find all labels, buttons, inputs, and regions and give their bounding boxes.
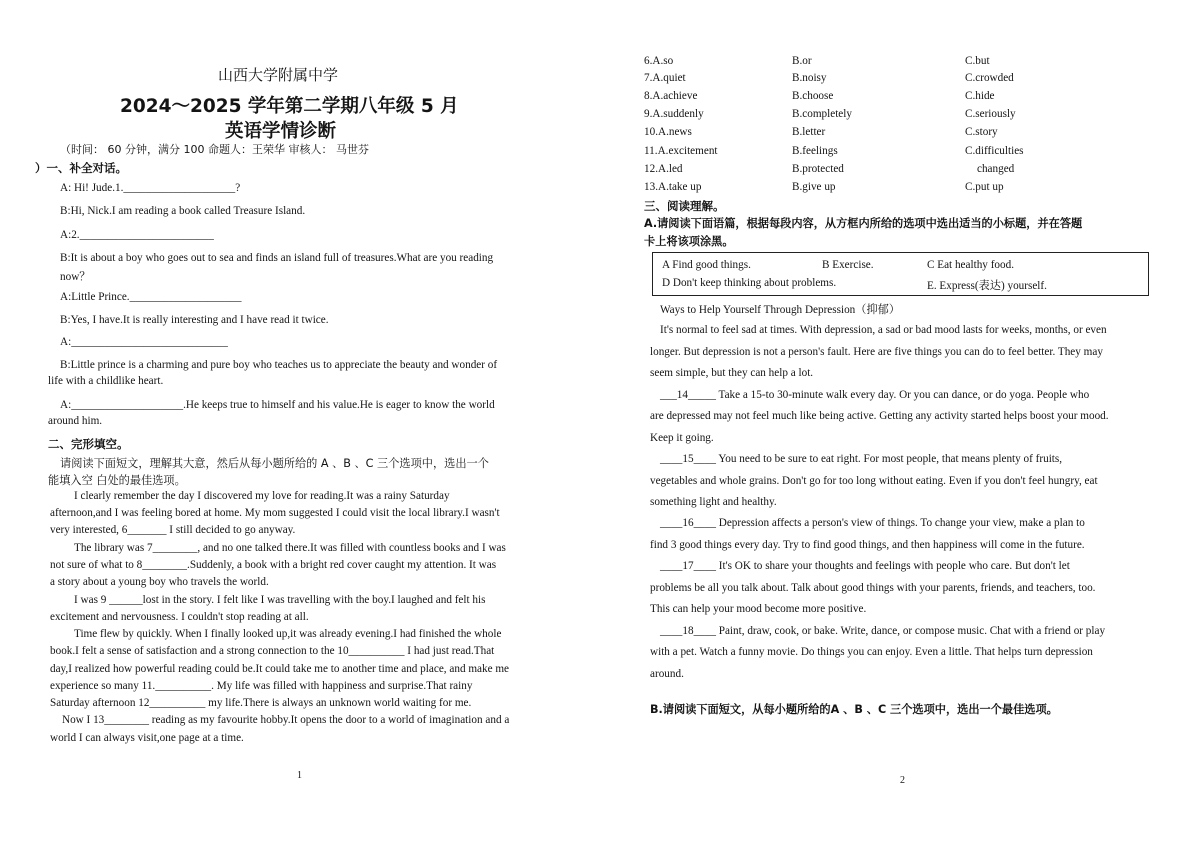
dialogue-line: A:2.________________________ — [60, 229, 214, 241]
passage-line: book.I felt a sense of satisfaction and a strong connection to the 10__________ I had just read.That — [50, 645, 495, 657]
option-c: C.hide — [965, 90, 995, 102]
option-b: B.noisy — [792, 72, 827, 84]
part-a-instruction: A.请阅读下面语篇，根据每段内容，从方框内所给的选项中选出适当的小标题，并在答题 — [644, 217, 1083, 230]
dialogue-line: B:Yes, I have.It is really interesting and I have read it twice. — [60, 314, 329, 326]
option-b: B.choose — [792, 90, 834, 102]
passage-line: very interested, 6_______ I still decided to go anyway. — [50, 524, 296, 536]
option-b: B.completely — [792, 108, 852, 120]
reading-line: seem simple, but they can help a lot. — [650, 367, 814, 379]
reading-line: ____15____ You need to be sure to eat right. For most people, that means plenty of fruits, — [660, 453, 1063, 465]
reading-line: find 3 good things every day. Try to find good things, and then happiness will come in the future. — [650, 539, 1085, 551]
dialogue-line: A:____________________________ — [60, 336, 228, 348]
reading-line: Keep it going. — [650, 432, 714, 444]
reading-line: ____17____ It's OK to share your thoughts and feelings with people who care. But don't let — [660, 560, 1070, 572]
page-number: 1 — [297, 770, 302, 781]
heading-option-d: D Don't keep thinking about problems. — [662, 277, 837, 289]
option-c: C.put up — [965, 181, 1004, 193]
option-c: C.seriously — [965, 108, 1016, 120]
exam-title: 2024～2025 学年第二学期八年级 5 月 — [120, 96, 459, 117]
option-a: 13.A.take up — [644, 181, 702, 193]
option-a: 10.A.news — [644, 126, 692, 138]
section-3-title: 三、阅读理解。 — [644, 199, 725, 213]
option-b: B.letter — [792, 126, 826, 138]
passage-line: I was 9 ______lost in the story. I felt like I was travelling with the boy.I laughed and felt his — [74, 594, 486, 606]
dialogue-line: life with a childlike heart. — [48, 375, 164, 387]
exam-meta: （时间： 60 分钟，满分 100 命题人：王荣华 审核人： 马世芬 — [60, 143, 369, 156]
section-1-title: ）一、补全对话。 — [35, 161, 127, 175]
passage-line: Time flew by quickly. When I finally looked up,it was already evening.I had finished the whole — [74, 628, 502, 640]
option-c: changed — [977, 163, 1015, 175]
option-b: B.protected — [792, 163, 844, 175]
heading-option-b: B Exercise. — [822, 259, 874, 271]
dialogue-line: A:Little Prince.____________________ — [60, 291, 242, 303]
part-b-instruction: B.请阅读下面短文，从每小题所给的A 、B 、C 三个选项中，选出一个最佳选项。 — [650, 703, 1058, 716]
reading-line: are depressed may not feel much like being active. Getting any activity started helps boost your mood. — [650, 410, 1109, 422]
option-a: 9.A.suddenly — [644, 108, 704, 120]
part-a-instruction: 卡上将该项涂黑。 — [644, 235, 734, 248]
passage-line: experience so many 11.__________. My life was filled with happiness and surprise.That rainy — [50, 680, 473, 692]
dialogue-line: A: Hi! Jude.1.____________________? — [60, 182, 241, 194]
option-a: 11.A.excitement — [644, 145, 718, 157]
option-a: 7.A.quiet — [644, 72, 686, 84]
passage-line: I clearly remember the day I discovered my love for reading.It was a rainy Saturday — [74, 490, 450, 502]
passage-line: not sure of what to 8________.Suddenly, a book with a bright red cover caught my attention. It was — [50, 559, 497, 571]
option-a: 12.A.led — [644, 163, 683, 175]
heading-option-e: E. Express(表达) yourself. — [927, 280, 1047, 292]
dialogue-line: A:____________________.He keeps true to himself and his value.He is eager to know the world — [60, 399, 495, 411]
school-name: 山西大学附属中学 — [218, 66, 339, 84]
option-a: 6.A.so — [644, 55, 674, 67]
option-c: C.but — [965, 55, 990, 67]
option-b: B.or — [792, 55, 812, 67]
passage-line: afternoon,and I was feeling bored at home. My mom suggested I could visit the local library.I wasn't — [50, 507, 500, 519]
reading-line: vegetables and whole grains. Don't go for too long without eating. Even if you don't feel hungry, eat — [650, 475, 1098, 487]
dialogue-line: around him. — [48, 415, 103, 427]
page-number: 2 — [900, 775, 905, 786]
passage-line: Now I 13________ reading as my favourite hobby.It opens the door to a world of imagination and a — [62, 714, 510, 726]
dialogue-line: B:Hi, Nick.I am reading a book called Treasure Island. — [60, 205, 306, 217]
reading-line: ____18____ Paint, draw, cook, or bake. Write, dance, or compose music. Chat with a friend or play — [660, 625, 1106, 637]
heading-option-a: A Find good things. — [662, 259, 751, 271]
exam-subtitle: 英语学情诊断 — [225, 121, 337, 142]
section-2-title: 二、完形填空。 — [48, 437, 129, 451]
dialogue-line: now？ — [60, 271, 91, 283]
dialogue-line: B:It is about a boy who goes out to sea and finds an island full of treasures.What are you reading — [60, 252, 494, 264]
option-b: B.feelings — [792, 145, 838, 157]
reading-line: with a pet. Watch a funny movie. Do things you can enjoy. Even a little. That helps turn depression — [650, 646, 1093, 658]
option-c: C.difficulties — [965, 145, 1024, 157]
option-c: C.story — [965, 126, 998, 138]
reading-title: Ways to Help Yourself Through Depression（抑郁） — [660, 304, 901, 316]
dialogue-line: B:Little prince is a charming and pure boy who teaches us to appreciate the beauty and wonder of — [60, 359, 498, 371]
section-2-instruction: 能填入空 白处的最佳选项。 — [48, 474, 186, 487]
reading-line: ____16____ Depression affects a person's view of things. To change your view, make a plan to — [660, 517, 1085, 529]
heading-option-c: C Eat healthy food. — [927, 259, 1014, 271]
passage-line: a story about a young boy who travels the world. — [50, 576, 269, 588]
section-2-instruction: 请阅读下面短文，理解其大意，然后从每小题所给的 A 、B 、C 三个选项中，选出一个 — [60, 457, 489, 470]
passage-line: excitement and nervousness. I couldn't stop reading at all. — [50, 611, 309, 623]
passage-line: The library was 7________, and no one talked there.It was filled with countless books and I was — [74, 542, 506, 554]
reading-line: problems be all you talk about. Talk about good things with your parents, friends, and teachers, too. — [650, 582, 1096, 594]
passage-line: day,I realized how powerful reading could be.It could take me to another time and place, and make me — [50, 663, 510, 675]
reading-line: This can help your mood become more positive. — [650, 603, 867, 615]
option-c: C.crowded — [965, 72, 1014, 84]
reading-line: longer. But depression is not a person's fault. Here are five things you can do to feel better. They may — [650, 346, 1103, 358]
option-b: B.give up — [792, 181, 836, 193]
reading-line: It's normal to feel sad at times. With depression, a sad or bad mood lasts for weeks, months, or even — [660, 324, 1107, 336]
heading-options-box — [652, 252, 1149, 296]
reading-line: ___14_____ Take a 15-to 30-minute walk every day. Or you can dance, or do yoga. People who — [660, 389, 1090, 401]
passage-line: Saturday afternoon 12__________ my life.There is always an unknown world waiting for me. — [50, 697, 472, 709]
option-a: 8.A.achieve — [644, 90, 698, 102]
passage-line: world I can always visit,one page at a time. — [50, 732, 244, 744]
reading-line: something light and healthy. — [650, 496, 777, 508]
reading-line: around. — [650, 668, 684, 680]
exam-page-2 — [600, 0, 1200, 849]
